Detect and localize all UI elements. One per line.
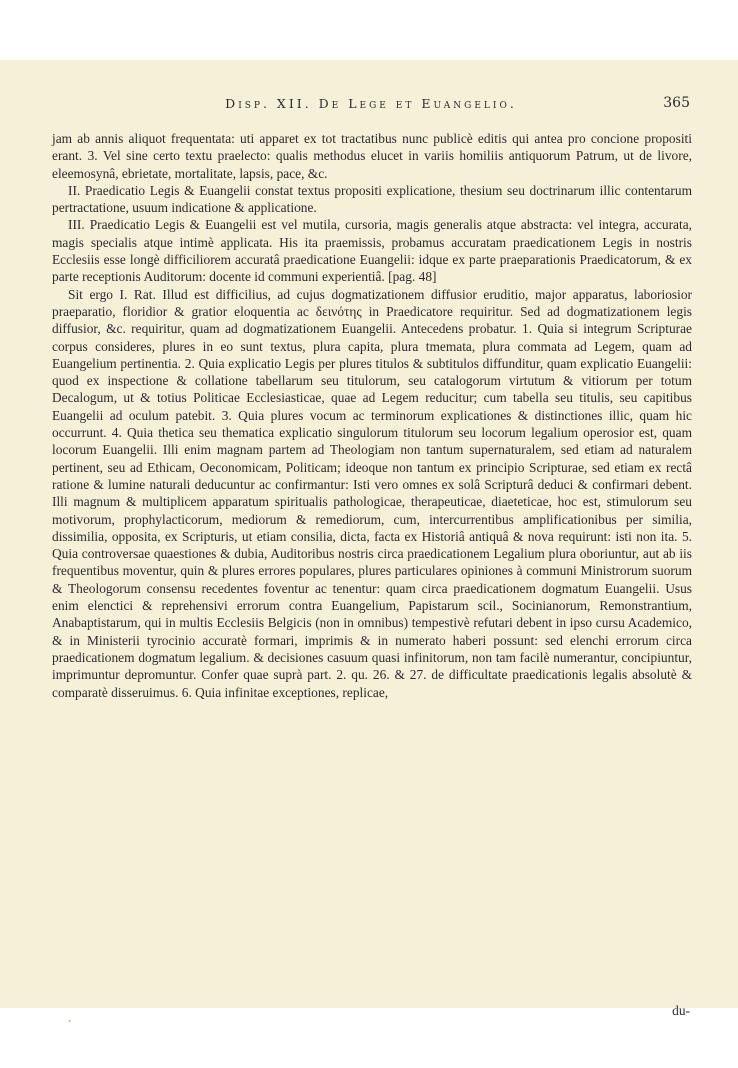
page-header (52, 96, 690, 118)
book-page (0, 60, 738, 1018)
paragraph-ii: II. Praedicatio Legis & Euangelii constat textus propositi explicatione, thesium seu doctrinarum illic contentarum pertractatione, usuum indicatione & applicatione. (52, 182, 692, 216)
body-text (52, 130, 692, 701)
page-number: 365 (663, 95, 690, 111)
paragraph-ratio-i: Sit ergo I. Rat. Illud est difficilius, ad cujus dogmatizationem diffusior eruditio, major apparatus, laboriosior praeparatio, floridior & gratior eloquentia ac δεινότης in Praedicatore requiritur. Sed ad dogmatizationem legis diffusior, &c. requiritur, quam ad dogmatizationem Euangelii. Antecedens probatur. 1. Quia si integrum Scripturae corpus consideres, plures in eo sunt textus, plura capita, plura tmemata, plura commata ad Legem, quam ad Euangelium pertinentia. 2. Quia explicatio Legis per plures titulos & subtitulos diffunditur, quam explicatio Euangelii: quod ex inspectione & collatione tabellarum seu titulorum, seu catalogorum virtutum & vitiorum per totum Decalogum, ut & totius Politicae Ecclesiasticae, quae ad Legem reducitur; cum tabella seu titulis, seu capitibus Euangelii ad oculum patebit. 3. Quia plures vocum ac terminorum explicationes & distinctiones illic, quam hic occurrunt. 4. Quia thetica seu thematica explicatio singulorum titulorum seu locorum legalium operosior est, quam locorum Euangelii. Illi enim magnam partem ad Theologiam non tantum supernaturalem, sed etiam ad naturalem pertinent, seu ad Ethicam, Oeconomicam, Politicam; ideoque non tantum ex principio Scripturae, sed etiam ex rectâ ratione & lumine naturali deducuntur ac confirmantur: Isti vero omnes ex solâ Scripturâ deduci & confirmari debent. Illi magnum & multiplicem apparatum spiritualis pathologicae, therapeuticae, diaeteticae, hoc est, stimulorum seu motivorum, prophylacticorum, mediorum & remediorum, cum, intercurrentibus amplificationibus per similia, dissimilia, opposita, ex Scripturis, ut etiam consilia, dicta, facta ex Historiâ antiquâ & nova requirunt: isti non ita. 5. Quia controversae quaestiones & dubia, Auditoribus nostris circa praedicationem Legalium plura oboriuntur, aut ab iis frequentibus moventur, quin & plures errores populares, plures particulares opiniones à communi Ministrorum suorum & Theologorum consensu recedentes foventur ac tenentur: quam circa praedicationem dogmatum Euangelii. Usus enim elenctici & reprehensivi errorum contra Euangelium, Papistarum scil., Socinianorum, Remonstrantium, Anabaptistarum, qui in multis Ecclesiis Belgicis (non in omnibus) tempestivè refutari debent in ipso cursu Academico, & in Ministerii tyrocinio accuratè formari, imprimis & in numerato haberi possunt: sed elenchi errorum circa praedicationem dogmatum legalium. & decisiones casuum quasi infinitorum, non tam facilè numerantur, concipiuntur, imprimuntur depromuntur. Confer quae suprà part. 2. qu. 26. & 27. de difficultate praedicationis legalis absolutè & comparatè disseruimus. 6. Quia infinitae exceptiones, replicae, (52, 286, 692, 700)
catchword: du- (672, 1003, 690, 1018)
paragraph-iii: III. Praedicatio Legis & Euangelii est vel mutila, cursoria, magis generalis atque abstracta: vel integra, accurata, magis specialis atque intimè applicata. His ita praemissis, probamus accuratam praedicationem Legis in nostris Ecclesiis esse longè difficiliorem accuratâ praedicatione Euangelii: idque ex parte praeparationis Praedicatorum, & ex parte receptionis Auditorum: docente id communi experientiâ. [pag. 48] (52, 217, 692, 285)
running-head: Disp. XII. De Lege et Euangelio. (225, 96, 517, 111)
paragraph-continuation: jam ab annis aliquot frequentata: uti apparet ex tot tractatibus nunc publicè editis qui antea pro concione propositi erant. 3. Vel sine certo textu praelecto: qualis methodus elucet in variis homiliis antiquorum Patrum, ut de livore, eleemosynâ, ebrietate, mortalitate, lapsis, pace, &c. (52, 131, 692, 181)
paper-fleck (68, 1020, 71, 1022)
